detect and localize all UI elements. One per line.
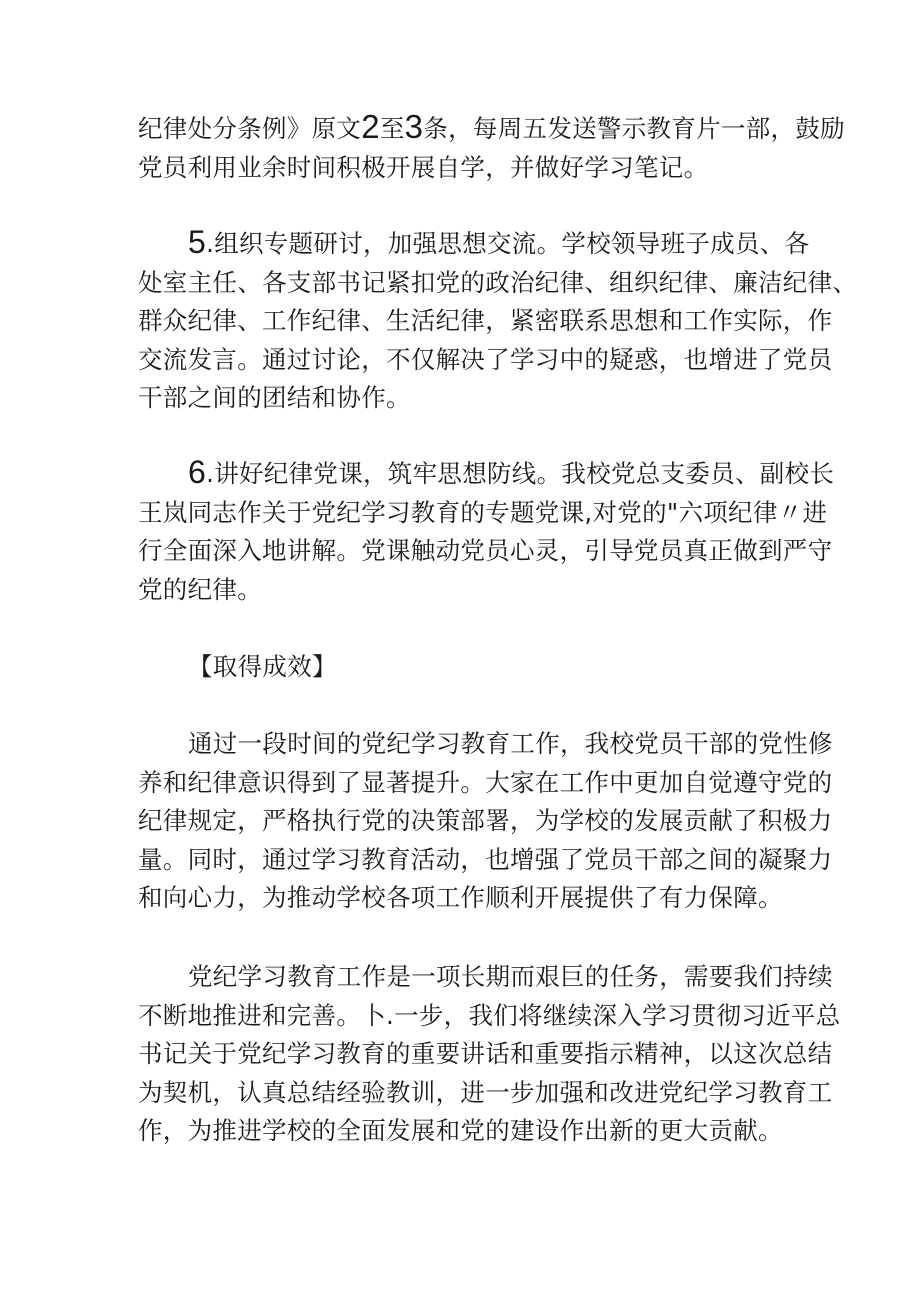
item-number: 6 <box>188 454 207 490</box>
text-line: 党员利用业余时间积极开展自学，并做好学习笔记。 <box>138 152 709 182</box>
text-line: 纪律规定，严格执行党的决策部署，为学校的发展贡献了积极力 <box>138 806 833 835</box>
item-number: 5 <box>188 224 207 260</box>
paragraph-results <box>138 725 833 918</box>
text-line: 书记关于党纪学习教育的重要讲话和重要指示精神，以这次总结 <box>138 1039 833 1068</box>
number-run: 3 <box>404 108 424 145</box>
text-line: 交流发言。通过讨论，不仅解决了学习中的疑惑，也增进了党员 <box>138 344 833 374</box>
text-line <box>138 454 835 494</box>
text-line: 王岚同志作关于党纪学习教育的专题党课,对党的"六项纪律〃进 <box>138 497 828 527</box>
paragraph-item-6 <box>138 454 835 609</box>
text-line: 不断地推进和完善。卜.一步，我们将继续深入学习贯彻习近平总 <box>138 1000 841 1030</box>
text-line: 党纪学习教育工作是一项长期而艰巨的任务，需要我们持续 <box>188 962 833 991</box>
text-line <box>138 225 810 264</box>
text-line <box>138 108 845 149</box>
paragraph-study-materials <box>138 108 845 187</box>
text-line: 干部之间的团结和协作。 <box>138 383 411 412</box>
text-line: 群众纪律、工作纪律、生活纪律，紧密联系思想和工作实际，作 <box>138 306 833 335</box>
section-heading: 【取得成效】 <box>188 652 337 681</box>
paragraph-conclusion <box>138 958 841 1151</box>
text-line: 和向心力，为推动学校各项工作顺利开展提供了有力保障。 <box>138 883 783 912</box>
text-line: 通过一段时间的党纪学习教育工作，我校党员干部的党性修 <box>188 729 833 758</box>
number-run: 2 <box>361 108 380 145</box>
text-line: 党的纪律。 <box>138 574 262 604</box>
text-line: 量。同时，通过学习教育活动，也增强了党员干部之间的凝聚力 <box>138 844 833 874</box>
text-line: 为契机，认真总结经验教训，进一步加强和改进党纪学习教育工 <box>138 1077 833 1107</box>
text-line: 处室主任、各支部书记紧扣党的政治纪律、组织纪律、廉洁纪律、 <box>138 267 858 297</box>
text-run: 纪律处分条例》原文 <box>138 114 362 143</box>
text-run: .组织专题研讨，加强思想交流。学校领导班子成员、各 <box>206 229 810 258</box>
paragraph-item-5 <box>138 224 858 418</box>
text-run: 至 <box>379 114 405 143</box>
text-line: 行全面深入地讲解。党课触动党员心灵，引导党员真正做到严守 <box>138 536 833 565</box>
text-line: 作，为推进学校的全面发展和党的建设作出新的更大贡献。 <box>138 1116 783 1145</box>
text-line: 养和纪律意识得到了显著提升。大家在工作中更加自觉遵守党的 <box>138 767 833 797</box>
text-run: .讲好纪律党课，筑牢思想防线。我校党总支委员、副校长 <box>206 459 835 488</box>
text-run: 条，每周五发送警示教育片一部，鼓励 <box>423 114 845 143</box>
